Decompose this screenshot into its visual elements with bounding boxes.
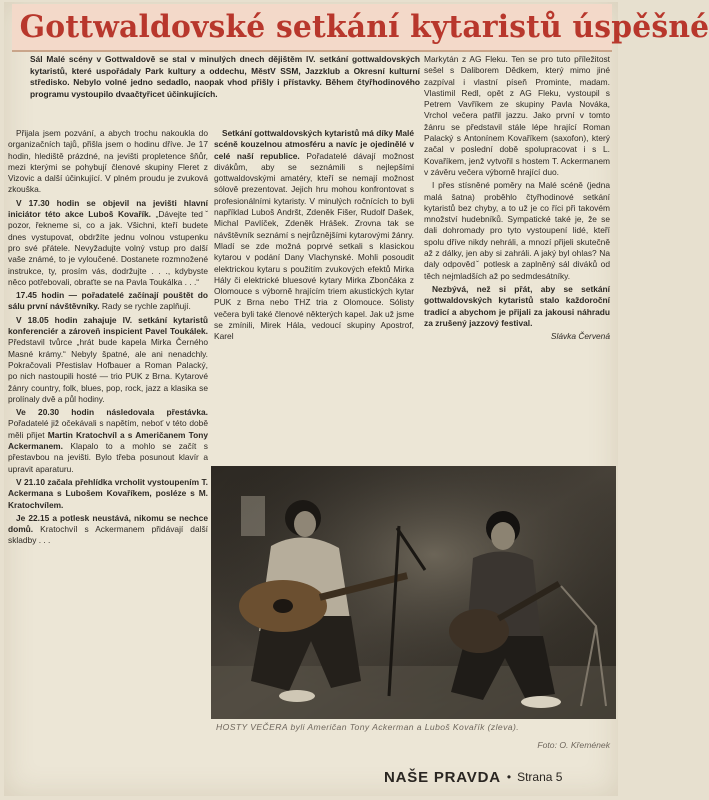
paragraph — [8, 290, 208, 313]
headline-banner — [12, 4, 709, 52]
page-footer — [384, 766, 614, 788]
bold-text: Je 22.15 a potlesk neustává, nikomu se nechce domů. — [8, 512, 208, 535]
paragraph: Přijala jsem pozvání, a abych trochu nakoukla do organizačních tajů, přišla jsem o hodinu dříve. Je 17 hodin, hlediště prázdné, na jevišti propletence šňůr, mezi kterými se pohybují členové skupiny Fleret z Vizovic a další účinkující. V plném proudu je zvuková zkouška. — [8, 128, 208, 195]
bold-text: Martin Kratochvíl a s Američanem Tony Ackermanem. — [8, 429, 208, 452]
article-column-3 — [424, 54, 610, 342]
bold-text: Nezbývá, než si přát, aby se setkání gottwaldovských kytaristů stalo každoroční tradicí a abychom je přijali za jakousi náhradu za zrušený jazzový festival. — [424, 283, 610, 328]
article-headline: Gottwaldovské setkání kytaristů úspěšné — [19, 9, 709, 45]
guitarists-photo-image — [211, 466, 616, 719]
article-lead: Sál Malé scény v Gottwaldově se stal v minulých dnech dějištěm IV. setkání gottwaldovských kytaristů, které uspořádaly Park kultury a oddechu, MěstV SSM, Jazzklub a Okresní kulturní středisko. Nebylo volné jedno sedadlo, naopak vhod přišly i přístavky. Během čtyřhodinového programu vystoupilo dvaačtyřicet účinkujících. — [30, 54, 420, 99]
paragraph: Markytán z AG Fleku. Ten se pro tuto příležitost sešel s Daliborem Dědkem, který mimo jiné zazpíval i vlastní píseň Prominte, madam. Vlastimil Redl, opět z AG Fleku, vystoupil s Petrem Vavříkem ze skupiny Pavla Nováka, Vrchol večera patřil jazzu. Jako první v tomto žánru se představil stále lépe hrající Roman Palacký s Antonínem Kovaříkem (saxofon), který začal v poslední době spolupracovat i s L. Kovaříkem, jenž vytvořil s hostem T. Ackermanem v závěru večera výborně hrající duo. — [424, 54, 610, 177]
bold-text: V 21.10 začala přehlídka vrcholit vystoupením T. Ackermana s Lubošem Kovaříkem, posléze s M. Kratochvílem. — [8, 476, 208, 510]
paragraph — [214, 128, 414, 343]
paragraph — [8, 477, 208, 511]
text: Pořadatelé již očekávali s napětím, neboť v této době měli přijet — [8, 418, 208, 440]
article-column-2 — [214, 128, 414, 345]
paragraph — [424, 284, 610, 329]
text: Rady se rychle zaplňují. — [99, 301, 191, 312]
paragraph: I přes stísněné poměry na Malé scéně (jedna malá šatna) proběhlo čtyřhodinové setkání kytaristů bez chyby, a to už je co říci při takovém množství hudebníků. Sympatické také je, že se dali dohromady pro tyto vystoupení lidé, kteří spolu dříve nikdy nehráli, a mnozí přijeli skutečně až z dálky, jen aby si zahráli. A jaký byl ohlas? Na daly odpovědˇ potlesk a zaplněný sál diváků od těch nejmladších až po sedmdesátníky. — [424, 180, 610, 281]
bold-text: V 18.05 hodin zahajuje IV. setkání kytaristů konferenciér a zároveň inspicient Pavel Toukálek. — [8, 314, 208, 337]
text: Pořadatelé dávají možnost divákům, aby se seznámili s nejlepšími gottwaldovskými amatéry, kteří se nemají možnost sólově prezentovat. Jejich hru mohou konfrontovat s profesionálními kytaristy. V minulých ročnících to byli například Luboš Andršt, Zdeněk Fišer, Rudolf Dašek, Michal Pavlíček, Zdeněk Hrášek. Zrovna tak se návštěvník seznámí s nejrůznějšími kytarovými žánry. Mladí se zde možná poprvé setkali s klasickou kytarou v podání Dany Vlachynské. Mohli posoudit elektrickou kytaru s použitím zvukových efektů Mirka Hály či elektrické bluesové kytary Mirka Zbončáka z Olomouce s výborně hrajícím triem akustických kytar PUK z Brna nebo THZ tria z Olomouce. Sólisty večera byli také členové některých kapel. Jak už jsme se zmínili, Mirek Hála, vedoucí skupiny Apostrof, Karel — [214, 150, 414, 342]
page-number: Strana 5 — [517, 770, 563, 784]
bold-text: 17.45 hodin — pořadatelé začínají pouštět do sálu první návštěvníky. — [8, 290, 208, 312]
paragraph — [8, 407, 208, 475]
text: Kratochvíl s Ackermanem přidávají další skladby . . . — [8, 524, 208, 546]
photo-credit: Foto: O. Křemének — [537, 740, 610, 750]
bold-text: V 17.30 hodin se objevil na jevišti hlavní iniciátor této akce Luboš Kovařík. — [8, 197, 208, 220]
article-column-1 — [8, 128, 208, 549]
bold-text: Ve 20.30 hodin následovala přestávka. — [16, 407, 208, 418]
paragraph — [8, 198, 208, 288]
concert-photo — [211, 466, 616, 719]
paragraph — [8, 315, 208, 405]
author-signature: Slávka Červená — [550, 331, 610, 342]
text: Představil tvůrce „hrát bude kapela Mirka Černého Masné krámy.“ Nebyly špatné, ale ani nenadchly. Pokračovali Přestislav Hofbauer a Roman Palacký, po nich nastoupili hosté — trio PUK z Brna. Kytarové žánry country, folk, blues, pop, rock, jazz a klasika se prolínaly dvě a půl hodiny. — [8, 337, 208, 404]
text: Klapalo to a mohlo se začít s přestavbou na jevišti. Bylo třeba posunout klavír a upravit aparaturu. — [8, 441, 208, 474]
paragraph — [8, 513, 208, 547]
photo-caption: HOSTY VEČERA byli Američan Tony Ackerman a Luboš Kovařík (zleva). — [216, 722, 520, 732]
newspaper-name: NAŠE PRAVDA — [384, 768, 501, 786]
bold-text: Setkání gottwaldovských kytaristů má díky Malé scéně kouzelnou atmosféru a navíc je ojedinělé v celé naší republice. — [214, 128, 414, 161]
bullet-separator: • — [506, 770, 512, 784]
text: „Dávejte tedˇ pozor, řekneme si, co a jak. Všichni, kteří budete dnes vystupovat, obdržíte jednu volnou vstupenku pro své přátele. Nevyžadujte volný vstup pro další vaše známé, to je vyloučené. Dostanete rozmnožené instrukce, ty, prosím vás, dodržujte . . ., kdybyste něco potřebovali, obraťte se na Pavla Toukálka . . .“ — [8, 209, 208, 287]
